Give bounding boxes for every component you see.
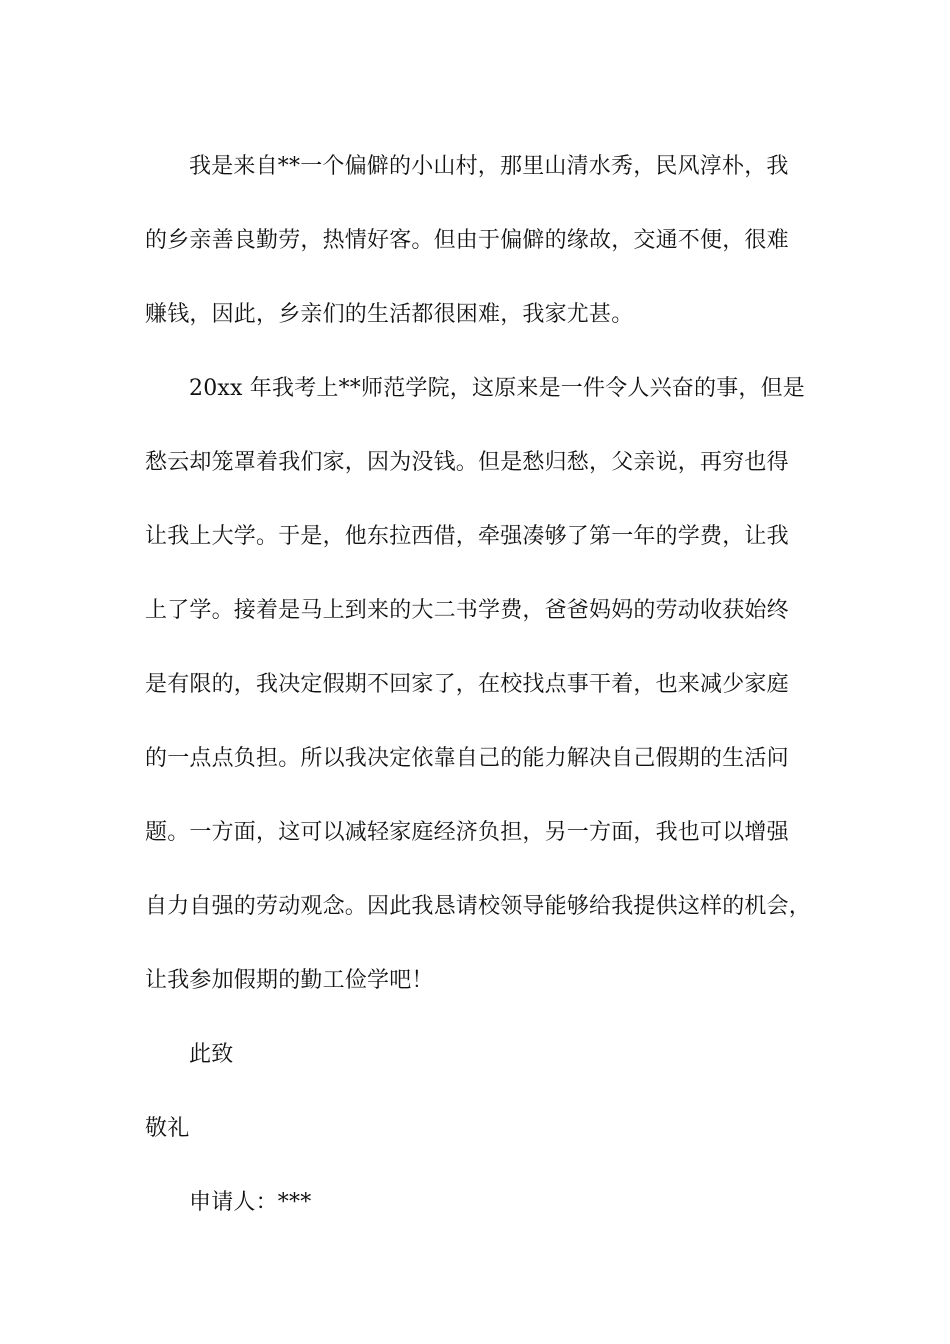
closing-salute: 敬礼	[145, 1116, 190, 1141]
text-line: 的一点点负担。所以我决定依靠自己的能力解决自己假期的生活问	[145, 746, 789, 771]
closing-greeting: 此致	[189, 1042, 234, 1067]
paragraph-background	[145, 130, 825, 352]
text-line: 让我上大学。于是，他东拉西借，牵强凑够了第一年的学费，让我	[145, 524, 789, 549]
text-line: 的乡亲善良勤劳，热情好客。但由于偏僻的缘故，交通不便，很难	[145, 228, 789, 253]
document-page	[145, 130, 825, 1240]
text-line: 我是来自**一个偏僻的小山村，那里山清水秀，民风淳朴，我	[189, 154, 789, 179]
text-line: 愁云却笼罩着我们家，因为没钱。但是愁归愁，父亲说，再穷也得	[145, 450, 789, 475]
text-line: 上了学。接着是马上到来的大二书学费，爸爸妈妈的劳动收获始终	[145, 598, 789, 623]
text-line: 让我参加假期的勤工俭学吧！	[145, 968, 434, 993]
text-line: 20xx 年我考上**师范学院，这原来是一件令人兴奋的事，但是	[189, 376, 806, 401]
text-line: 题。一方面，这可以减轻家庭经济负担，另一方面，我也可以增强	[145, 820, 789, 845]
text-line: 是有限的，我决定假期不回家了，在校找点事干着，也来减少家庭	[145, 672, 789, 697]
text-line: 自力自强的劳动观念。因此我恳请校领导能够给我提供这样的机会，	[145, 894, 812, 919]
paragraph-request	[145, 352, 825, 1018]
text-line: 赚钱，因此，乡亲们的生活都很困难，我家尤甚。	[145, 302, 634, 327]
signature-line: 申请人：***	[189, 1190, 312, 1215]
